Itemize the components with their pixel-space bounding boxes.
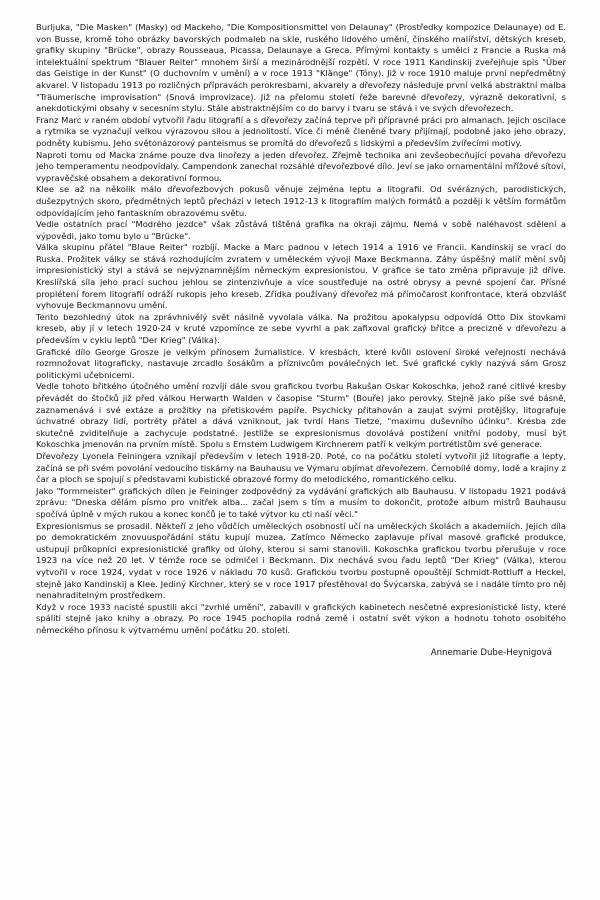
paragraph-macke: Naproti tomu od Macka známe pouze dva linořezy a jeden dřevořez. Zřejmě technika ani zevšeobecňující povaha dřevořezu jeho temperamentu neodpovídaly. Campendonk zanechal rozsáhlé dřevořezbové dílo. Jeví se jako ornamentální mřížové sítoví, vypravěčské obsahem a dekorativní formou. <box>36 149 566 183</box>
paragraph-degenerate-art: Když v roce 1933 nacisté spustili akci "zvrhlé umění", zabavili v grafických kabinetech nesčetné expresionistické listy, které spáliti stejně jako knihy a obrazy. Po roce 1945 pochopila rodná země i ostatní svět výkon a hodnotu tohoto osobitého německého přínosu k výtvarnému umění počátku 20. století. <box>36 601 566 635</box>
article-body <box>36 22 566 636</box>
paragraph-otto-dix: Tento bezohledný útok na zprávhnivělý svět násilně vyvolala válka. Na prožitou apokalypsu odpovídá Otto Dix stovkami kreseb, aby jí v letech 1920-24 v kruté vzpomínce ze sebe vyvrhl a pak zafixoval grafický břitce a precizně v dřevořezu a především v cyklu leptů "Der Krieg" (Válka). <box>36 311 566 346</box>
paragraph-franz-marc: Franz Marc v raném období vytvořil řadu litografií a s dřevořezy začíná teprve při přípravné práci pro almanach. Jejich oscilace a rytmika se vyznačují velkou výrazovou silou a jednolitostí. Více či méně členěné tvary přijímají, podobně jako jeho obrazy, podněty kubismu. Jeho světonázorový panteismus se promítá do dřevořezů s lidskými a především zvířecími motivy. <box>36 114 566 148</box>
paragraph-kokoschka: Vedle tohoto břitkého útočného umění rozvíjí dále svou grafickou tvorbu Rakušan Oskar Kokoschka, jehož rané citlivé kresby převádět do štočků již před válkou Herwarth Walden v časopise "Sturm" (Bouře) jako perovky. Stejně jako píše své básně, zaznamenává i své extáze a prožitky na přetiskovém papíře. Psychicky přitahován a zaujat svými protějšky, litografuje úchvatné obrazy lidí, portréty přátel a dává vzniknout, jak tvrdí Hans Tietze, "maximu duševního účinku". Kresba zde skutečně zviditelňuje a zachycuje podstatné. Jestliže se expresionismus dovolává postižení vnitřní podoby, musí být Kokoschka jmenován na prvním místě. Spolu s Ernstem Ludwigem Kirchnerem patří k velkým portrétistům své generace. <box>36 381 566 450</box>
paragraph-modry-jezdec: Vedle ostatních prací "Modrého jezdce" však zůstává tištěná grafika na okraji zájmu. Nemá v sobě naléhavost sdělení a výpovědi, jako tomu bylo u "Brücke". <box>36 219 566 241</box>
author-signature: Annemarie Dube-Heynigová <box>430 648 552 659</box>
paragraph-klee: Klee se až na několik málo dřevořezbových pokusů věnuje zejména leptu a litografii. Od svérázných, parodistických, dušezpytných skoro, předmětných leptů přechází v letech 1912-13 k litografiím malých formátů a později k větším formátům odpovídajícím jeho fantaskním obrazovému světu. <box>36 184 566 218</box>
paragraph-feininger-woodcuts: Dřevořezy Lyonela Feiningera vznikají především v letech 1918-20. Poté, co na počátku století vytvořil již litografie a lepty, začíná se při svém povolání vedoucího tiskárny na Bauhausu ve Výmaru objímat dřevořezem. Černobílé domy, lodě a krajiny z čar a ploch se spojují s představami kubistické obrazové formy do melodického, romantického celku. <box>36 450 566 485</box>
paragraph-beckmann: Válka skupinu přátel "Blaue Reiter" rozbíjí. Macke a Marc padnou v letech 1914 a 1916 ve Francii. Kandinskij se vrací do Ruska. Prožitek války se stává rozhodujícím zvratem v uměleckém vývoji Maxe Beckmanna. Záhy úspěšný malíř mění svůj impresionistický styl a stává se nejvýznamnějším německým expresionistou. V grafice se tato změna připravuje již dříve. Kreslířská síla jeho prací suchou jehlou se zintenzivňuje a více soustřeďuje na ostré obrysy a pevné spojení čar. Přísné proplétení forem litografií odráží rukopis jeho kreseb. Zřídka používaný dřevořez má přímočarost konfrontace, která obzvlášť vyhovuje Beckmannovu umění. <box>36 242 566 311</box>
paragraph-feininger-bauhaus: Jako "formmeister" grafických dílen je Feininger zodpovědný za vydávání grafických alb Bauhausu. V listopadu 1921 podává zprávu: "Dneska dělám písmo pro vnitřek alba... začal jsem s tím a musím to dokončit, protože album mistrů Bauhausu spočívá úplně v mých rukou a konec končů je to také výtvor ku cti naší věci." <box>36 485 566 519</box>
paragraph-blaue-reiter-almanach: Burljuka, "Die Masken" (Masky) od Mackeho, "Die Kompositionsmittel von Delaunay" (Prostředky kompozice Delaunaye) od E. von Busse, kromě toho obrázky bavorských podmaleb na skle, ruského lidového umění, čínského malířství, dětských kreseb, grafiky skupiny "Brücke", obrazy Rousseaua, Picassa, Delaunaye a Greca. Přímými kontakty s umělci z Francie a Ruska má intelektuální spektrum "Blauer Reiter" mnohem širší a mezinárodnější rozpětí. V roce 1911 Kandinskij zveřejňuje spis "Über das Geistige in der Kunst" (O duchovním v umění) a v roce 1913 "Klänge" (Tóny). Již v roce 1910 maluje první nepředmětný akvarel. V listopadu 1913 po rozličných přípravách perokresbami, akvarely a dřevořezy následuje první velká abstraktní malba "Träumerische improvisation" (Snová improvizace). Již na přelomu století řeže barevné dřevořezy, výrazně dekorativní, s anekdotickými obsahy v secesním stylu. Stále abstraktnějším co do barvy i tvaru se stává i ve svých dřevořezech. <box>36 22 566 114</box>
paragraph-expressionism-established: Expresionismus se prosadil. Někteří z jeho vůdčích uměleckých osobností učí na uměleckých školách a akademiích. Jejich díla po demokratickém znovuuspořádání státu kupují muzea. Zatímco Německo zaplavuje příval masové grafické produkce, ustupují průkopníci expresionistické grafiky od úlohy, kterou si sami stanovili. Kokoschka grafickou tvorbu přerušuje v roce 1923 na více než 20 let. V témže roce se odmlčel i Beckmann. Dix nechává svou řadu leptů "Der Krieg" (Válka), kterou vytvořil v roce 1924, vydat v roce 1926 v nákladu 70 kusů. Grafickou tvorbu postupně opouštějí Schmidt-Rottluff a Heckel, stejně jako Kandinskij a Klee. Jediný Kirchner, který se v roce 1917 přestěhoval do Švýcarska, zabývá se i nadále tímto pro něj nenahraditelným prostředkem. <box>36 520 566 601</box>
paragraph-grosz: Grafické dílo George Grosze je velkým přínosem žurnalistice. V kresbách, které kvůli oslovení široké veřejnosti nechává rozmnožovat litograficky, nastavuje zrcadlo šosákům a příznivcům poválečných let. Své grafické cykly nazývá sám Grosz politickými učebnicemi. <box>36 346 566 380</box>
